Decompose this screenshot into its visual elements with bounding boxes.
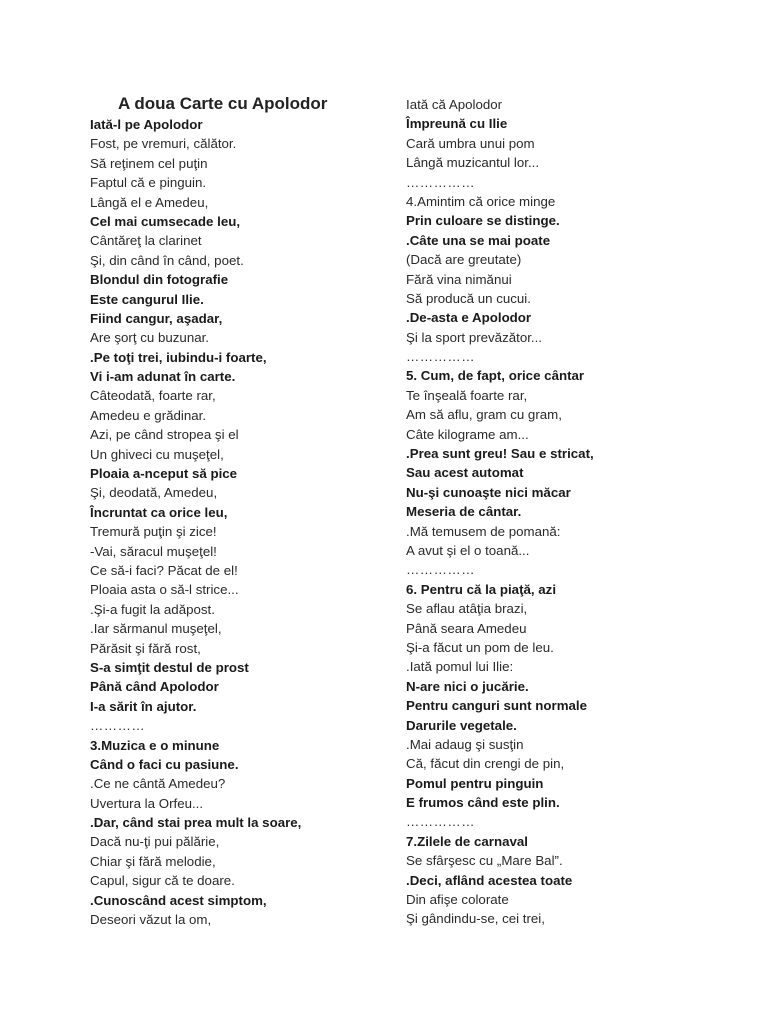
- poem-line: Capul, sigur că te doare.: [90, 873, 235, 889]
- poem-line: Cântăreţ la clarinet: [90, 233, 202, 249]
- poem-line: Încruntat ca orice leu,: [90, 504, 228, 520]
- poem-line: N-are nici o jucărie.: [406, 678, 529, 694]
- poem-line: 6. Pentru că la piaţă, azi: [406, 581, 557, 597]
- poem-line: Sau acest automat: [406, 465, 524, 481]
- stanza-separator: …………: [90, 718, 146, 734]
- poem-line: Ce să-i faci? Păcat de el!: [90, 562, 238, 578]
- poem-line: Până când Apolodor: [90, 679, 219, 695]
- poem-line: Pentru canguri sunt normale: [406, 698, 588, 714]
- poem-line: Faptul că e pinguin.: [90, 175, 207, 191]
- poem-line: .Cunoscând acest simptom,: [90, 892, 267, 908]
- poem-line: Vi i-am adunat în carte.: [90, 369, 236, 385]
- stanza-separator: ……………: [406, 562, 475, 578]
- poem-line: Tremură puţin şi zice!: [90, 524, 217, 540]
- poem-line: Până seara Amedeu: [406, 620, 527, 636]
- poem-line: Şi, din când în când, poet.: [90, 252, 244, 268]
- poem-line: .Iată pomul lui Ilie:: [406, 659, 514, 675]
- poem-line: Când o faci cu pasiune.: [90, 756, 239, 772]
- poem-line: Azi, pe când stropea şi el: [90, 427, 239, 443]
- poem-line: .Mai adaug şi susţin: [406, 736, 524, 752]
- poem-line: Să reţinem cel puţin: [90, 155, 208, 171]
- poem-line: Câte kilograme am...: [406, 426, 529, 442]
- poem-line: Se aflau atâţia brazi,: [406, 601, 528, 617]
- poem-line: Chiar şi fără melodie,: [90, 853, 216, 869]
- poem-line: Câteodată, foarte rar,: [90, 388, 216, 404]
- poem-line: 3.Muzica e o minune: [90, 737, 220, 753]
- poem-line: Cel mai cumsecade leu,: [90, 213, 241, 229]
- poem-line: Darurile vegetale.: [406, 717, 517, 733]
- poem-line: Pomul pentru pinguin: [406, 775, 544, 791]
- poem-line: -Vai, săracul muşeţel!: [90, 543, 217, 559]
- poem-line: .Prea sunt greu! Sau e stricat,: [406, 446, 594, 462]
- poem-line: Lângă muzicantul lor...: [406, 155, 540, 171]
- poem-line: Împreună cu Ilie: [406, 116, 508, 132]
- poem-line: Din afişe colorate: [406, 892, 509, 908]
- poem-line: .Pe toţi trei, iubindu-i foarte,: [90, 349, 267, 365]
- poem-line: .Şi-a fugit la adăpost.: [90, 601, 215, 617]
- poem-line: .De-asta e Apolodor: [406, 310, 532, 326]
- poem-line: Te înşeală foarte rar,: [406, 387, 528, 403]
- poem-line: Iată că Apolodor: [406, 97, 503, 112]
- poem-line: (Dacă are greutate): [406, 252, 522, 268]
- poem-line: Fără vina nimănui: [406, 271, 512, 287]
- poem-line: E frumos când este plin.: [406, 795, 560, 811]
- poem-line: 7.Zilele de carnaval: [406, 833, 528, 849]
- poem-line: Că, făcut din crengi de pin,: [406, 756, 565, 772]
- stanza-separator: ……………: [406, 349, 475, 365]
- poem-line: Ploaia asta o să-l strice...: [90, 582, 239, 598]
- poem-line: Meseria de cântar.: [406, 504, 522, 520]
- poem-line: 5. Cum, de fapt, orice cântar: [406, 368, 585, 384]
- poem-line: .Deci, aflând acestea toate: [406, 872, 573, 888]
- poem-column-left: [90, 115, 301, 929]
- poem-line: 4.Amintim că orice minge: [406, 193, 556, 209]
- stanza-separator: ……………: [406, 174, 475, 190]
- poem-line: I-a sărit în ajutor.: [90, 698, 197, 714]
- poem-line: .Dar, când stai prea mult la soare,: [90, 815, 302, 831]
- poem-line: Nu-şi cunoaşte nici măcar: [406, 484, 571, 500]
- poem-line: Şi la sport prevăzător...: [406, 329, 542, 345]
- poem-line: Blondul din fotografie: [90, 272, 229, 288]
- poem-line: Prin culoare se distinge.: [406, 213, 560, 229]
- poem-line: .Câte una se mai poate: [406, 232, 551, 248]
- poem-line: Şi, deodată, Amedeu,: [90, 485, 218, 501]
- poem-line: Fiind cangur, aşadar,: [90, 310, 223, 326]
- poem-line: Dacă nu-ţi pui pălărie,: [90, 834, 220, 850]
- poem-line: Şi-a făcut un pom de leu.: [406, 639, 554, 655]
- poem-line: A avut şi el o toană...: [406, 542, 530, 558]
- poem-line: Ploaia a-nceput să pice: [90, 466, 238, 482]
- poem-line: Se sfârşesc cu „Mare Bal”.: [406, 853, 563, 869]
- poem-line: Amedeu e grădinar.: [90, 407, 207, 423]
- poem-line: Lângă el e Amedeu,: [90, 194, 209, 210]
- poem-line: .Ce ne cântă Amedeu?: [90, 776, 226, 792]
- poem-line: Iată-l pe Apolodor: [90, 117, 203, 132]
- poem-line: Are şorţ cu buzunar.: [90, 330, 209, 346]
- poem-line: S-a simţit destul de prost: [90, 659, 249, 675]
- document-title: A doua Carte cu Apolodor: [118, 94, 328, 113]
- poem-line: Şi gândindu-se, cei trei,: [406, 911, 545, 927]
- poem-line: Deseori văzut la om,: [90, 912, 212, 928]
- poem-line: Cară umbra unui pom: [406, 135, 535, 151]
- poem-column-right: [406, 95, 594, 929]
- poem-line: Este cangurul Ilie.: [90, 291, 204, 307]
- poem-line: Uvertura la Orfeu...: [90, 795, 204, 811]
- poem-line: Un ghiveci cu muşeţel,: [90, 446, 224, 462]
- poem-line: Să producă un cucui.: [406, 290, 531, 306]
- poem-line: Fost, pe vremuri, călător.: [90, 136, 237, 152]
- poem-line: .Iar sărmanul muşeţel,: [90, 621, 222, 637]
- stanza-separator: ……………: [406, 814, 475, 830]
- poem-line: .Mă temusem de pomană:: [406, 523, 561, 539]
- poem-line: Am să aflu, gram cu gram,: [406, 407, 562, 423]
- poem-line: Părăsit şi fără rost,: [90, 640, 201, 656]
